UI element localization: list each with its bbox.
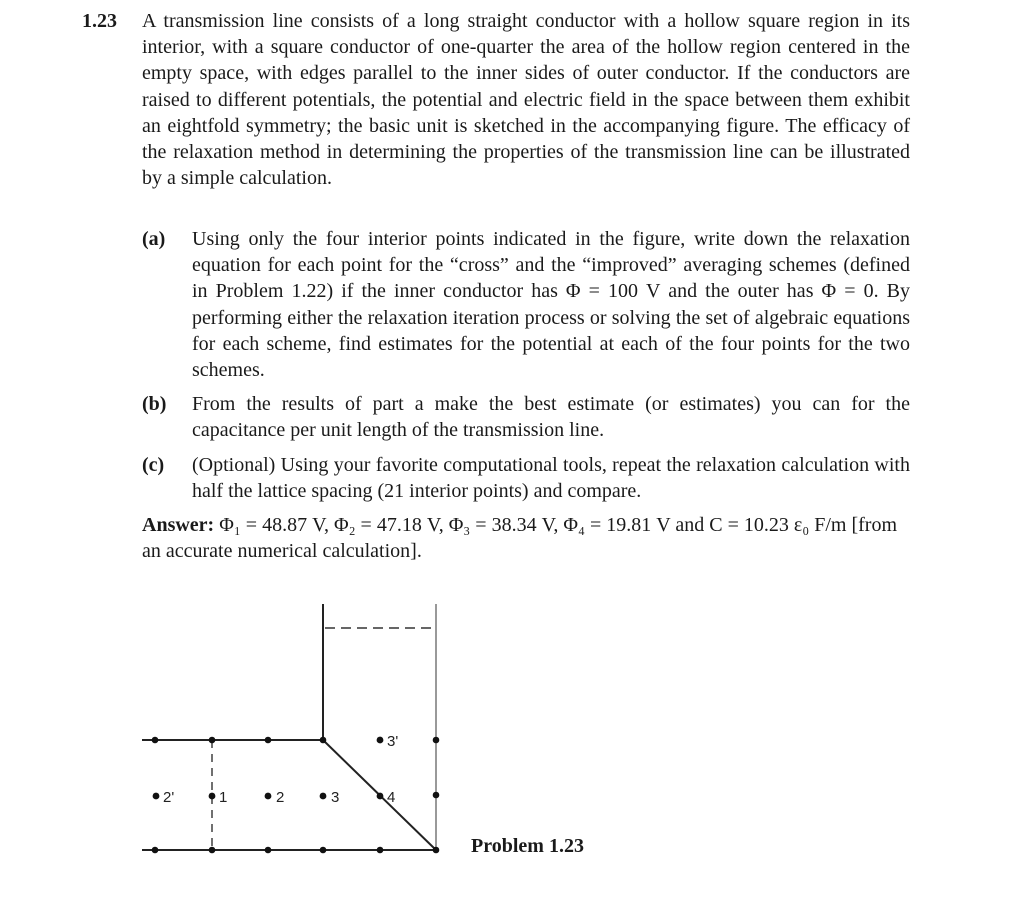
- part-a-label: (a): [142, 228, 166, 250]
- part-a-text: Using only the four interior points indicated in the figure, write down the relaxation equation for each point for the “cross” and the “improved” averaging schemes (defined in Problem 1.22) if the inner conductor has Φ = 100 V and the outer has Φ = 0. By performing either the relaxation iteration process or solving the set of algebraic equations for each scheme, find estimates for the potential at each of the four points for the two schemes.: [192, 228, 910, 382]
- figure-caption: Problem 1.23: [471, 835, 584, 857]
- label-2: 2: [276, 789, 285, 806]
- point-3-prime: [377, 737, 384, 744]
- point-3: [320, 793, 327, 800]
- problem-intro: A transmission line consists of a long straight conductor with a hollow square region in its interior, with a square conductor of one-quarter the area of the hollow region centered in the empty space, with edges parallel to the inner sides of outer conductor. If the conductors are raised to different potentials, the potential and electric field in the space between them exhibit an eightfold symmetry; the basic unit is sketched in the accompanying figure. The efficacy of the relaxation method in determining the properties of the transmission line can be illustrated by a simple calculation.: [142, 10, 910, 190]
- boundary-node: [265, 847, 272, 854]
- label-2-prime: 2': [163, 789, 175, 806]
- point-2-prime: [153, 793, 160, 800]
- part-c-text: (Optional) Using your favorite computational tools, repeat the relaxation calculation with half the lattice spacing (21 interior points) and compare.: [192, 454, 910, 503]
- problem-number: 1.23: [82, 10, 117, 32]
- interior-points: [153, 737, 384, 800]
- boundary-node: [152, 847, 159, 854]
- boundary-node: [152, 737, 159, 744]
- boundary-node: [265, 737, 272, 744]
- boundary-node: [433, 792, 440, 799]
- part-c-label: (c): [142, 454, 165, 476]
- answer-text: Φ₁ = 48.87 V, Φ₂ = 47.18 V, Φ₃ = 38.34 V, Φ₄ = 19.81 V and C = 10.23 ε₀ F/m [from an accurate numerical calculation].: [142, 514, 898, 563]
- point-labels: [163, 733, 398, 806]
- boundary-node: [209, 737, 216, 744]
- label-4: 4: [387, 789, 396, 806]
- part-b-text: From the results of part a make the best estimate (or estimates) you can for the capacitance per unit length of the transmission line.: [192, 393, 910, 442]
- boundary-node: [209, 847, 216, 854]
- point-4: [377, 793, 384, 800]
- answer-label: Answer:: [142, 514, 215, 536]
- label-3: 3: [331, 789, 340, 806]
- point-1: [209, 793, 216, 800]
- label-1: 1: [219, 789, 228, 806]
- boundary-node: [320, 847, 327, 854]
- boundary-node: [320, 737, 327, 744]
- boundary-node: [377, 847, 384, 854]
- boundary-node: [433, 847, 440, 854]
- boundary-node: [433, 737, 440, 744]
- boundary-nodes: [152, 737, 440, 854]
- point-2: [265, 793, 272, 800]
- conductor-boundaries: [142, 604, 436, 850]
- part-b-label: (b): [142, 393, 167, 415]
- label-3-prime: 3': [387, 733, 399, 750]
